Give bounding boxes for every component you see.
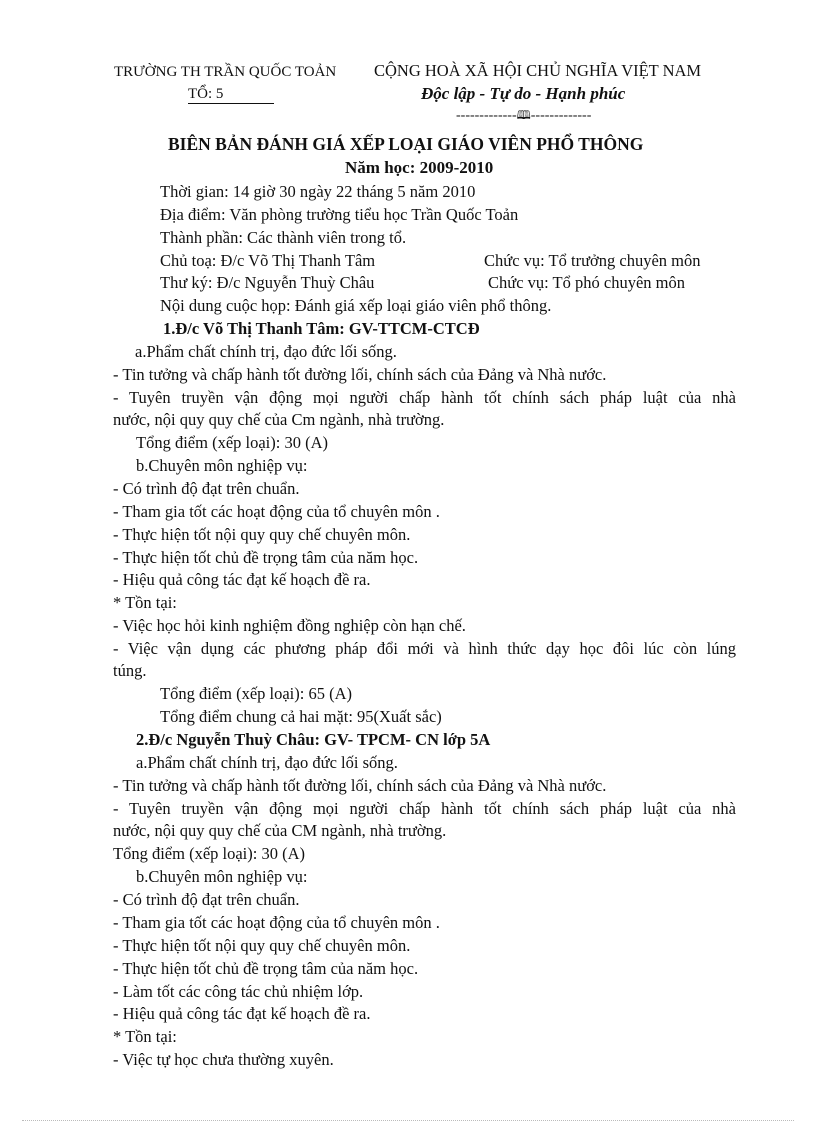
section-2-a-total: Tổng điểm (xếp loại): 30 (A): [113, 844, 305, 863]
section-1-b-item-3: - Thực hiện tốt nội quy quy chế chuyên môn.: [113, 525, 411, 544]
section-2-b-item-5: - Làm tốt các công tác chủ nhiệm lớp.: [113, 982, 364, 1001]
section-1-overall: Tổng điểm chung cả hai mặt: 95(Xuất sắc): [160, 707, 442, 726]
section-1-issues-title: * Tồn tại:: [113, 593, 177, 612]
section-1-a-item-2-cont: nước, nội quy quy chế của Cm ngành, nhà trường.: [113, 410, 445, 429]
section-2-b-item-3: - Thực hiện tốt nội quy quy chế chuyên môn.: [113, 936, 411, 955]
section-1-a-item-2: - Tuyên truyền vận động mọi người chấp hành tốt chính sách pháp luật của nhà: [113, 388, 736, 407]
school-name: TRƯỜNG TH TRẦN QUỐC TOẢN: [114, 64, 337, 80]
section-2-issue-1: - Việc tự học chưa thường xuyên.: [113, 1050, 334, 1069]
section-1-a-item-1: - Tin tưởng và chấp hành tốt đường lối, chính sách của Đảng và Nhà nước.: [113, 365, 607, 384]
section-2-b-item-4: - Thực hiện tốt chủ đề trọng tâm của năm học.: [113, 959, 419, 978]
page-bottom-divider: [22, 1120, 794, 1121]
meeting-content: Nội dung cuộc họp: Đánh giá xếp loại giáo viên phổ thông.: [160, 296, 552, 315]
section-1-b-item-4: - Thực hiện tốt chủ đề trọng tâm của năm học.: [113, 548, 419, 567]
section-2-a-item-2-cont: nước, nội quy quy chế của CM ngành, nhà trường.: [113, 821, 447, 840]
section-2-a-item-2: - Tuyên truyền vận động mọi người chấp hành tốt chính sách pháp luật của nhà: [113, 799, 736, 818]
motto: Độc lập - Tự do - Hạnh phúc: [421, 84, 626, 103]
section-1-issue-2: - Việc vận dụng các phương pháp đổi mới và hình thức dạy học đôi lúc còn lúng: [113, 639, 736, 658]
section-2-b-item-6: - Hiệu quả công tác đạt kế hoạch đề ra.: [113, 1004, 371, 1023]
section-1-heading: 1.Đ/c Võ Thị Thanh Tâm: GV-TTCM-CTCĐ: [163, 319, 480, 338]
meeting-secretary: Thư ký: Đ/c Nguyễn Thuỳ Châu: [160, 273, 375, 292]
country-name: CỘNG HOÀ XÃ HỘI CHỦ NGHĨA VIỆT NAM: [374, 61, 702, 80]
divider-dashes-left: -------------: [456, 108, 517, 123]
section-2-b-item-2: - Tham gia tốt các hoạt động của tổ chuyên môn .: [113, 913, 440, 932]
section-2-b-title: b.Chuyên môn nghiệp vụ:: [136, 867, 308, 886]
section-1-b-item-1: - Có trình độ đạt trên chuẩn.: [113, 479, 300, 498]
document-title: BIÊN BẢN ĐÁNH GIÁ XẾP LOẠI GIÁO VIÊN PHỔ THÔNG: [168, 134, 644, 154]
meeting-chair: Chủ toạ: Đ/c Võ Thị Thanh Tâm: [160, 251, 376, 270]
header-divider: [456, 106, 591, 127]
meeting-secretary-role: Chức vụ: Tổ phó chuyên môn: [488, 273, 685, 292]
section-2-a-item-1: - Tin tưởng và chấp hành tốt đường lối, chính sách của Đảng và Nhà nước.: [113, 776, 607, 795]
group-text: TỔ: 5: [188, 86, 274, 104]
section-2-heading: 2.Đ/c Nguyễn Thuỳ Châu: GV- TPCM- CN lớp 5A: [136, 730, 491, 749]
group-label: [188, 86, 274, 104]
section-2-issues-title: * Tồn tại:: [113, 1027, 177, 1046]
meeting-place: Địa điểm: Văn phòng trường tiểu học Trần Quốc Toản: [160, 205, 519, 224]
section-2-a-title: a.Phẩm chất chính trị, đạo đức lối sống.: [136, 753, 398, 772]
divider-dashes-right: -------------: [530, 108, 592, 123]
section-1-issue-1: - Việc học hỏi kinh nghiệm đồng nghiệp còn hạn chế.: [113, 616, 466, 635]
section-1-issue-2-cont: túng.: [113, 661, 147, 680]
section-1-a-total: Tổng điểm (xếp loại): 30 (A): [136, 433, 328, 452]
section-1-b-total: Tổng điểm (xếp loại): 65 (A): [160, 684, 352, 703]
section-1-b-item-5: - Hiệu quả công tác đạt kế hoạch đề ra.: [113, 570, 371, 589]
meeting-chair-role: Chức vụ: Tổ trưởng chuyên môn: [484, 251, 701, 270]
section-1-a-title: a.Phẩm chất chính trị, đạo đức lối sống.: [135, 342, 397, 361]
section-1-b-title: b.Chuyên môn nghiệp vụ:: [136, 456, 308, 475]
meeting-members: Thành phần: Các thành viên trong tổ.: [160, 228, 407, 247]
book-icon: 🕮: [516, 108, 531, 122]
section-2-b-item-1: - Có trình độ đạt trên chuẩn.: [113, 890, 300, 909]
school-year: Năm học: 2009-2010: [345, 158, 494, 177]
meeting-time: Thời gian: 14 giờ 30 ngày 22 tháng 5 năm 2010: [160, 182, 476, 201]
section-1-b-item-2: - Tham gia tốt các hoạt động của tổ chuyên môn .: [113, 502, 440, 521]
